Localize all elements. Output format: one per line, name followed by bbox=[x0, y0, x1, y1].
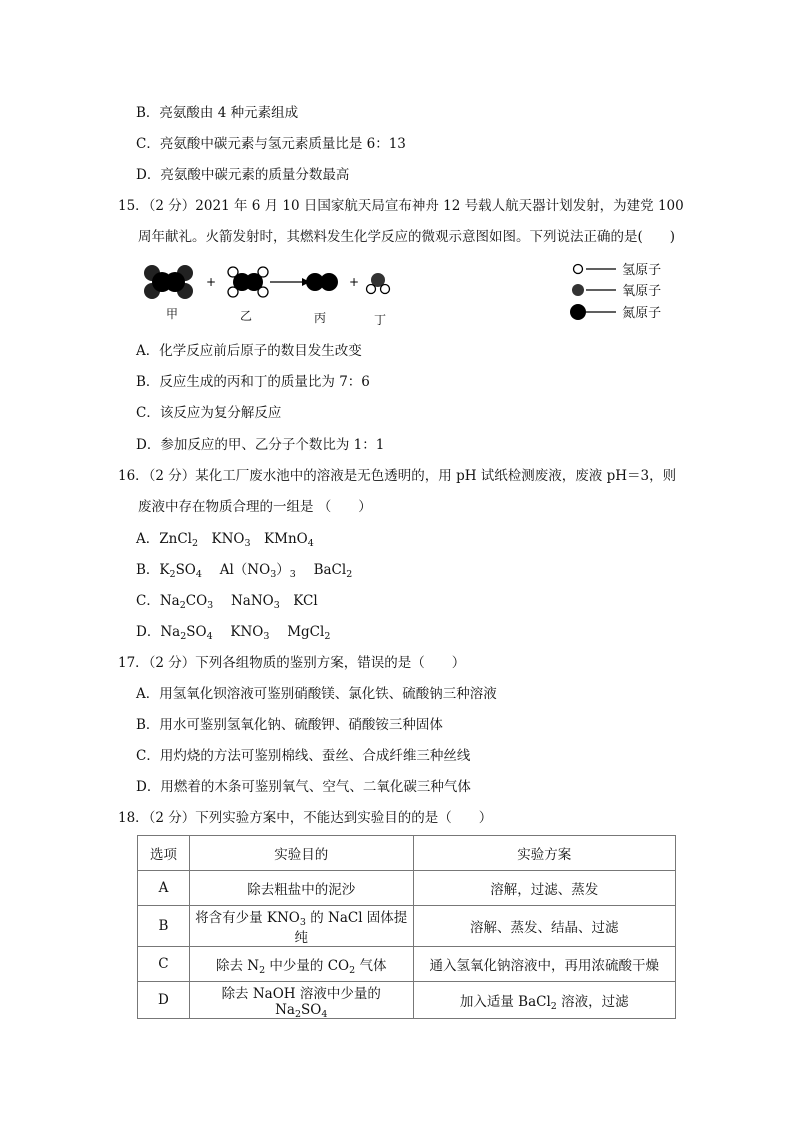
molecule-ding bbox=[367, 273, 390, 294]
row-a-option: A bbox=[138, 871, 190, 906]
q15-option-d: D．参加反应的甲、乙分子个数比为 1：1 bbox=[136, 437, 385, 453]
row-c-goal: 除去 $N_2$ 中少量的 $CO_2$ 气体 bbox=[189, 947, 413, 982]
label-ding: 丁 bbox=[374, 313, 387, 327]
molecule-jia bbox=[144, 265, 193, 299]
table-row bbox=[138, 947, 676, 982]
row-b-goal: 将含有少量 $KNO_3$ 的 NaCl 固体提纯 bbox=[189, 906, 413, 947]
legend-nitrogen-label: 氮原子 bbox=[622, 306, 662, 321]
q17-option-c: C．用灼烧的方法可鉴别棉线、蚕丝、合成纤维三种丝线 bbox=[136, 748, 471, 764]
row-a-goal: 除去粗盐中的泥沙 bbox=[189, 871, 413, 906]
row-d-goal: 除去 NaOH 溶液中少量的 $Na_2SO_4$ bbox=[189, 982, 413, 1019]
q15-option-b: B．反应生成的丙和丁的质量比为 7：6 bbox=[136, 374, 370, 390]
row-b-plan: 溶解、蒸发、结晶、过滤 bbox=[413, 906, 675, 947]
q16-option-d: D．$Na_2SO_4$ $KNO_3$ MgCl$_2$ bbox=[136, 624, 331, 642]
q16-option-a: A．ZnCl$_2$ $KNO_3$ KMnO$_4$ bbox=[136, 531, 314, 549]
q16-option-b: B．$K_2SO_4$ $Al(NO_3)_3$ BaCl$_2$ bbox=[136, 562, 353, 580]
q14-option-d: D．亮氨酸中碳元素的质量分数最高 bbox=[136, 167, 350, 183]
row-b-option: B bbox=[138, 906, 190, 947]
q17-option-d: D．用燃着的木条可鉴别氧气、空气、二氧化碳三种气体 bbox=[136, 779, 471, 795]
molecule-yi bbox=[228, 267, 268, 297]
row-c-plan: 通入氢氧化钠溶液中，再用浓硫酸干燥 bbox=[413, 947, 675, 982]
header-option: 选项 bbox=[138, 836, 190, 871]
row-d-plan: 加入适量 BaCl$_2$ 溶液，过滤 bbox=[413, 982, 675, 1019]
q17-option-a: A．用氢氧化钡溶液可鉴别硝酸镁、氯化铁、硫酸钠三种溶液 bbox=[136, 686, 497, 702]
legend-hydrogen bbox=[570, 259, 661, 278]
q17-option-b: B．用水可鉴别氢氧化钠、硫酸钾、硝酸铵三种固体 bbox=[136, 717, 443, 733]
table-row bbox=[138, 906, 676, 947]
table-row bbox=[138, 871, 676, 906]
reaction-diagram bbox=[130, 255, 662, 330]
q15-option-c: C．该反应为复分解反应 bbox=[136, 405, 282, 421]
plus-sign-1: + bbox=[206, 275, 217, 289]
table-row bbox=[138, 982, 676, 1019]
q16-option-c: C．$Na_2CO_3$ NaNO$_3$ KCl bbox=[136, 593, 318, 611]
q14-option-c: C．亮氨酸中碳元素与氢元素质量比是 6：13 bbox=[136, 136, 406, 152]
label-jia: 甲 bbox=[166, 307, 179, 321]
reaction-arrow bbox=[270, 278, 310, 286]
legend-nitrogen bbox=[570, 302, 661, 321]
legend-oxygen bbox=[570, 280, 661, 299]
header-plan: 实验方案 bbox=[413, 836, 675, 871]
header-goal: 实验目的 bbox=[189, 836, 413, 871]
q17-stem: 17．（2 分）下列各组物质的鉴别方案，错误的是（ ） bbox=[118, 655, 466, 671]
experiment-table bbox=[137, 835, 676, 1019]
legend-oxygen-label: 氧原子 bbox=[622, 284, 662, 299]
row-c-option: C bbox=[138, 947, 190, 982]
label-bing: 丙 bbox=[314, 311, 327, 325]
row-d-option: D bbox=[138, 982, 190, 1019]
legend-hydrogen-label: 氢原子 bbox=[622, 263, 662, 278]
q15-option-a: A．化学反应前后原子的数目发生改变 bbox=[136, 343, 362, 359]
label-yi: 乙 bbox=[240, 309, 253, 323]
table-header-row bbox=[138, 836, 676, 871]
q14-option-b: B．亮氨酸由 4 种元素组成 bbox=[136, 105, 299, 121]
q16-stem-line1: 16．（2 分）某化工厂废水池中的溶液是无色透明的，用 pH 试纸检测废液，废液 pH＝3，则 bbox=[118, 468, 677, 484]
row-a-plan: 溶解，过滤、蒸发 bbox=[413, 871, 675, 906]
molecule-bing bbox=[306, 273, 338, 291]
q18-stem: 18．（2 分）下列实验方案中，不能达到实验目的的是（ ） bbox=[118, 810, 493, 826]
q15-stem-line2: 周年献礼。火箭发射时，其燃料发生化学反应的微观示意图如图。下列说法正确的是( ) bbox=[138, 229, 676, 245]
q15-stem-line1: 15．（2 分）2021 年 6 月 10 日国家航天局宣布神舟 12 号载人航天器计划发射，为建党 100 bbox=[118, 198, 684, 214]
q16-stem-line2: 废液中存在物质合理的一组是 （ ） bbox=[138, 499, 372, 515]
plus-sign-2: + bbox=[349, 275, 360, 289]
